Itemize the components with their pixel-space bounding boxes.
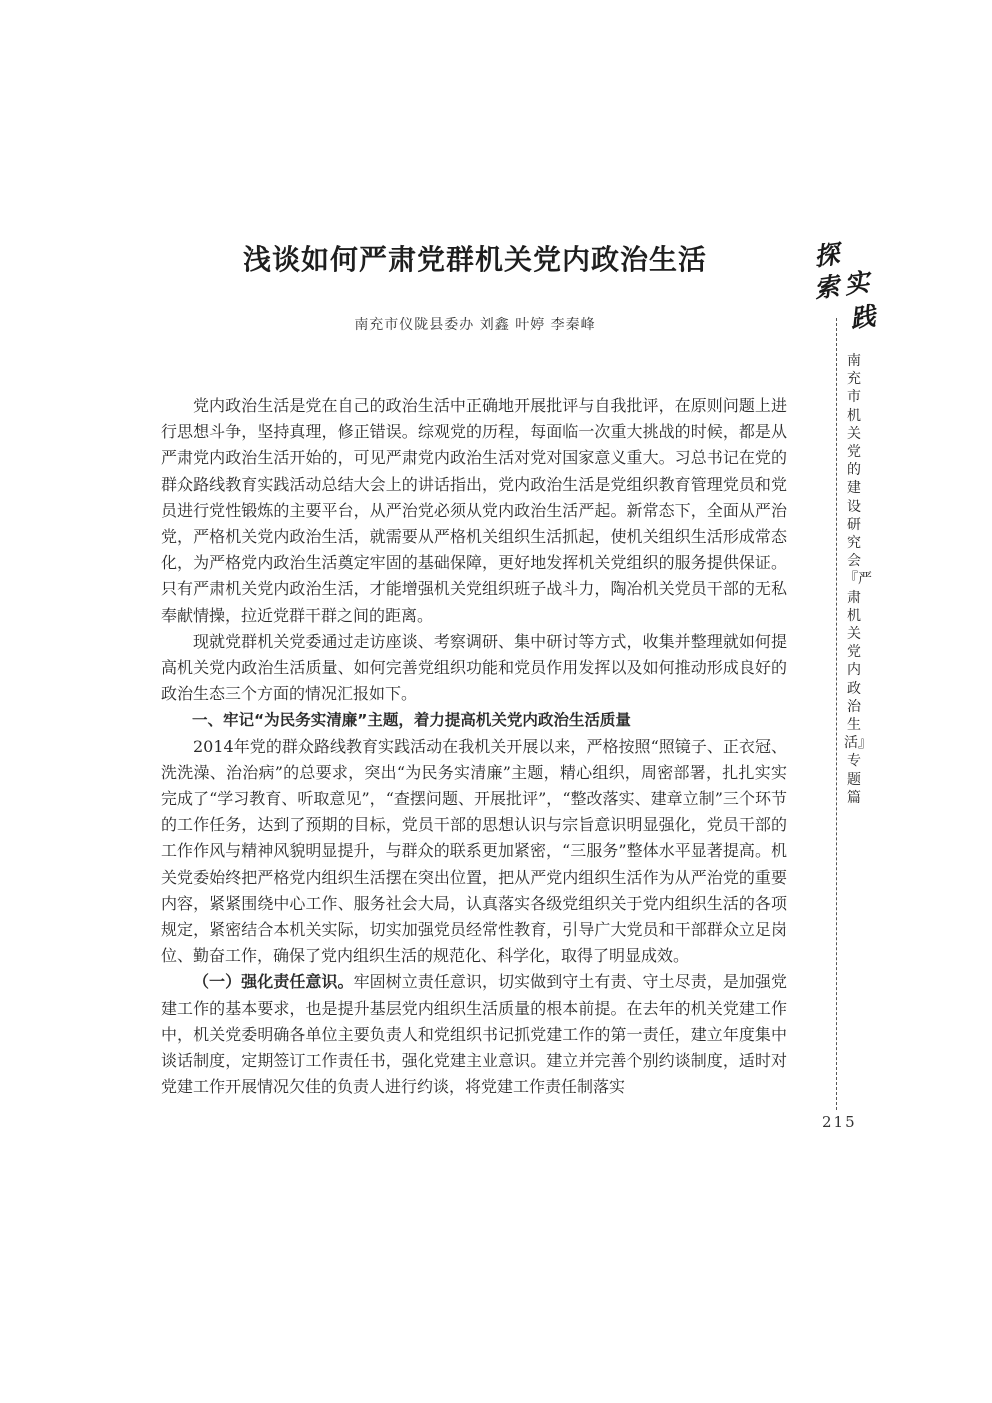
paragraph-4-text: 牢固树立责任意识，切实做到守土有责、守土尽责，是加强党建工作的基本要求，也是提升基层党内组织生活质量的根本前提。在去年的机关党建工作中，机关党委明确各单位主要负责人和党组织书记抓党建工作的第一责任，建立年度集中谈话制度，定期签订工作责任书，强化党建主业意识。建立并完善个别约谈制度，适时对党建工作开展情况欠佳的负责人进行约谈，将党建工作责任制落实: [161, 972, 787, 1097]
brand-char-2: 索: [812, 271, 842, 304]
brand-char-1: 探: [812, 239, 842, 272]
sidebar-column-title: 南充市机关党的建设研究会『严肃机关党内政治生活』专题篇: [844, 353, 872, 806]
paragraph-4: [161, 969, 787, 1100]
section-heading-1: 一、牢记“为民务实清廉”主题，着力提高机关党内政治生活质量: [192, 711, 631, 730]
paragraph-1: 党内政治生活是党在自己的政治生活中正确地开展批评与自我批评，在原则问题上进行思想斗争，坚持真理，修正错误。综观党的历程，每面临一次重大挑战的时候，都是从严肃党内政治生活开始的，可见严肃党内政治生活对党对国家意义重大。习总书记在党的群众路线教育实践活动总结大会上的讲话指出，党内政治生活是党组织教育管理党员和党员进行党性锻炼的主要平台，从严治党必须从党内政治生活严起。新常态下，全面从严治党，严格机关党内政治生活，就需要从严格机关组织生活抓起，使机关组织生活形成常态化，为严格党内政治生活奠定牢固的基础保障，更好地发挥机关党组织的服务提供保证。只有严肃机关党内政治生活，才能增强机关党组织班子战斗力，陶冶机关党员干部的无私奉献情操，拉近党群干群之间的距离。: [161, 396, 787, 625]
page-number: 215: [822, 1113, 857, 1131]
sidebar-dashed-rule: [836, 318, 837, 1110]
article-title: 浅谈如何严肃党群机关党内政治生活: [242, 243, 707, 276]
brand-char-4: 践: [848, 301, 878, 334]
article-body: [161, 393, 787, 1100]
paragraph-4-lead: （一）强化责任意识。: [193, 972, 354, 992]
article-byline: 南充市仪陇县委办 刘鑫 叶婷 李秦峰: [354, 317, 596, 333]
column-brand-logo: [812, 236, 876, 336]
paragraph-3: 2014年党的群众路线教育实践活动在我机关开展以来，严格按照“照镜子、正衣冠、洗洗澡、治治病”的总要求，突出“为民务实清廉”主题，精心组织，周密部署，扎扎实实完成了“学习教育、听取意见”，“查摆问题、开展批评”，“整改落实、建章立制”三个环节的工作任务，达到了预期的目标，党员干部的思想认识与宗旨意识明显强化，党员干部的工作作风与精神风貌明显提升，与群众的联系更加紧密，“三服务”整体水平显著提高。机关党委始终把严格党内组织生活摆在突出位置，把从严党内组织生活作为从严治党的重要内容，紧紧围绕中心工作、服务社会大局，认真落实各级党组织关于党内组织生活的各项规定，紧密结合本机关实际，切实加强党员经常性教育，引导广大党员和干部群众立足岗位、勤奋工作，确保了党内组织生活的规范化、科学化，取得了明显成效。: [161, 736, 787, 966]
brand-char-3: 实: [842, 267, 872, 300]
paragraph-2: 现就党群机关党委通过走访座谈、考察调研、集中研讨等方式，收集并整理就如何提高机关党内政治生活质量、如何完善党组织功能和党员作用发挥以及如何推动形成良好的政治生态三个方面的情况汇报如下。: [161, 631, 787, 704]
